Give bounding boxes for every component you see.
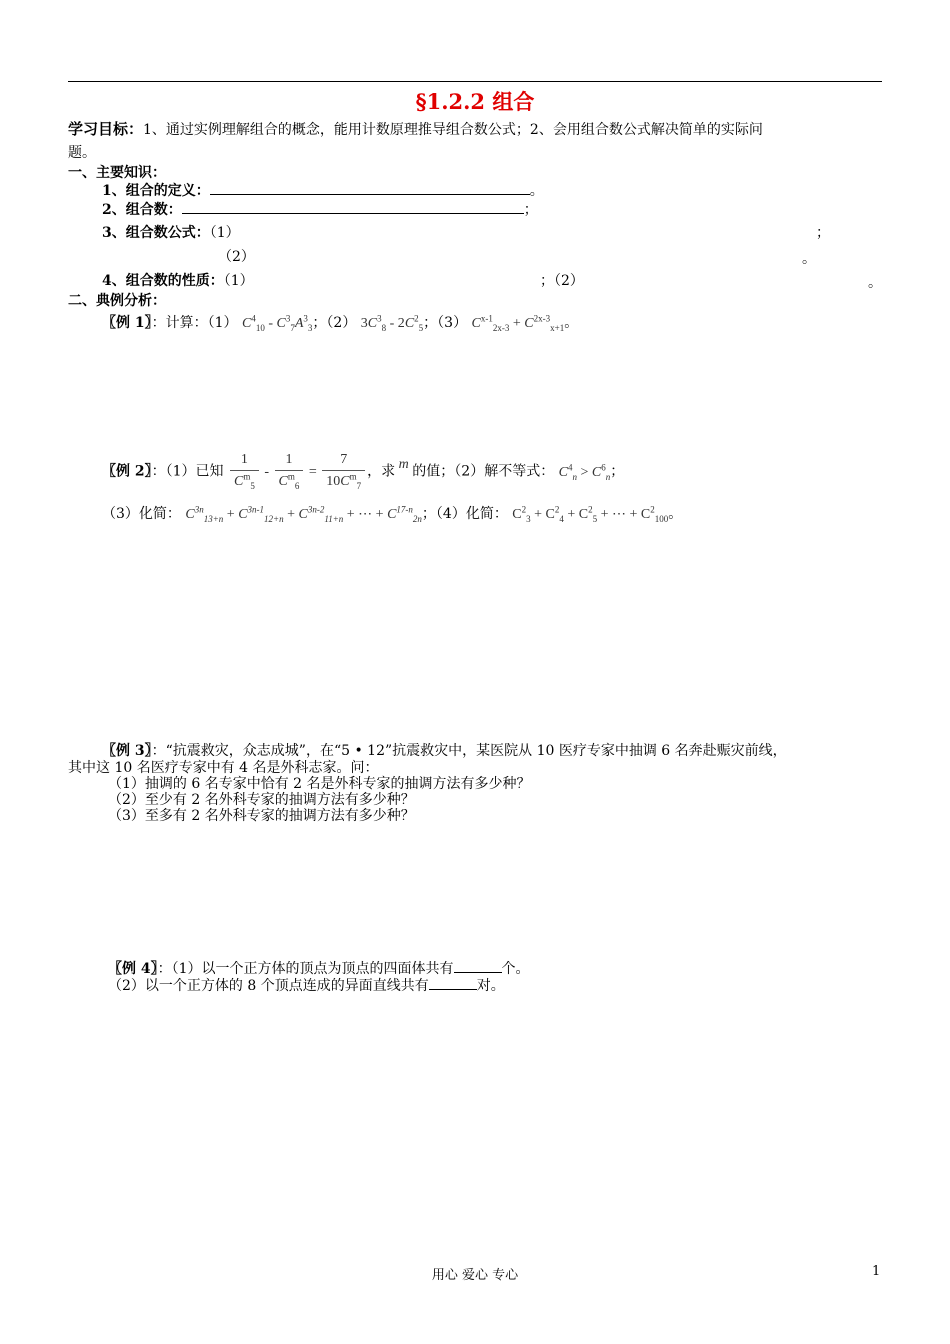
knowledge-item-1 [102, 180, 544, 200]
fraction-3: $\frac{7}{10C^m_7}$ [322, 450, 365, 493]
ex4-text-1: ：（1）以一个正方体的顶点为顶点的四面体共有 [157, 961, 454, 977]
ex2-label: 〖例 2〗 [102, 463, 152, 480]
item4-part1: （1） [223, 273, 254, 289]
example-2-line-1: 〖例 2〗：（1）已知 $\frac{1}{C^m_5}$ - $\frac{1}{C^m_6}$ = $\frac{7}{10C^m_7}$ ，求 m 的值；（2）解不等式： $C^4_n > C^6_n$； [102, 450, 624, 493]
variable-m: m [395, 456, 413, 472]
ex1-part3: ；（3） [423, 315, 468, 331]
item3-label: 3、组合数公式： [102, 225, 210, 241]
item4-end: 。 [868, 275, 882, 291]
ex4-text-1-end: 个。 [501, 961, 530, 977]
section-heading-examples: 二、典例分析： [68, 293, 166, 309]
item3-part1: （1） [209, 225, 240, 241]
ex1-expr-1: $C^4_{10} - C^3_7A^3_3$ [242, 313, 313, 333]
tetrahedron-count-blank[interactable] [454, 958, 502, 973]
ex2-end2: 。 [668, 506, 683, 522]
item4-part2: ；（2） [540, 273, 584, 289]
ex4-text-2-end: 对。 [476, 978, 505, 994]
ex2-part4: ；（4）化简： [421, 506, 508, 522]
example-1 [102, 312, 578, 335]
objective-line-2: 题。 [68, 145, 96, 161]
ex3-text-1: ：“抗震救灾，众志成城”，在“5 • 12”抗震救灾中，某医院从 10 医疗专家中抽调 6 名奔赴赈灾前线， [151, 743, 787, 759]
example-3-question-1: （1）抽调的 6 名专家中恰有 2 名是外科专家的抽调方法有多少种？ [108, 776, 531, 792]
item4-label: 4、组合数的性质： [102, 273, 224, 289]
header-rule [68, 81, 882, 82]
ex2-val: 的值；（2）解不等式： [412, 463, 555, 480]
item1-end: 。 [529, 183, 544, 199]
fraction-2: $\frac{1}{C^m_6}$ [275, 450, 304, 493]
ex2-inequality: $C^4_n > C^6_n$ [558, 461, 611, 482]
ex1-intro: ：计算：（1） [151, 315, 238, 331]
example-3-question-3: （3）至多有 2 名外科专家的抽调方法有多少种？ [108, 808, 415, 824]
ex3-label: 〖例 3〗 [102, 743, 152, 759]
ex2-part3: （3）化简： [102, 506, 181, 522]
ex2-sum-1: $C^{3n}_{13+n} + C^{3n-1}_{12+n} + C^{3n-2}_{11+n}$ + ⋯ + $C^{17-n}_{2n}$ [185, 504, 422, 524]
item3-part1-end: ； [816, 225, 830, 241]
page-number: 1 [872, 1264, 881, 1279]
section-heading-knowledge: 一、主要知识： [68, 165, 166, 181]
item3-part2-end: 。 [802, 251, 816, 267]
knowledge-item-3 [102, 222, 240, 242]
skew-lines-count-blank[interactable] [429, 975, 477, 990]
item1-label: 1、组合的定义： [102, 183, 210, 199]
ex1-end: 。 [564, 315, 579, 331]
combination-number-blank[interactable] [182, 199, 524, 214]
example-2-line-2 [102, 503, 682, 526]
knowledge-item-2 [102, 199, 538, 219]
ex1-label: 〖例 1〗 [102, 315, 152, 331]
definition-blank[interactable] [210, 180, 530, 195]
ex2-mid: ，求 [367, 463, 396, 480]
fraction-1: $\frac{1}{C^m_5}$ [230, 450, 259, 493]
objective-line [68, 118, 763, 139]
ex2-sum-2: $C^2_3 + C^2_4 + C^2_5$ + ⋯ + $C^2_{100}$ [512, 504, 669, 524]
example-3-question-2: （2）至少有 2 名外科专家的抽调方法有多少种？ [108, 792, 415, 808]
item2-label: 2、组合数： [102, 202, 182, 218]
example-4-line-2 [108, 975, 505, 995]
knowledge-item-4 [102, 270, 254, 290]
objective-text: 1、通过实例理解组合的概念，能用计数原理推导组合数公式；2、会用组合数公式解决简单的实际问 [143, 122, 763, 138]
ex4-text-2: （2）以一个正方体的 8 个顶点连成的异面直线共有 [108, 978, 429, 994]
item3-part2: （2） [218, 249, 255, 265]
ex2-intro: ：（1）已知 [151, 463, 224, 480]
ex4-label: 〖例 4〗 [108, 961, 158, 977]
ex1-part2: ；（2） [312, 315, 357, 331]
ex1-expr-3: $C^{x-1}_{2x-3} + C^{2x-3}_{x+1}$ [471, 313, 565, 333]
page-footer: 用心 爱心 专心 [431, 1268, 519, 1283]
ex1-expr-2: $3C^3_8 - 2C^2_5$ [360, 313, 424, 333]
example-3-line-2: 其中这 10 名医疗专家中有 4 名是外科志家。问： [68, 760, 379, 776]
ex2-end: ； [610, 463, 625, 480]
page-title: §1.2.2 组合 [415, 89, 535, 114]
objective-label: 学习目标： [68, 120, 144, 138]
item2-end: ； [523, 202, 538, 218]
